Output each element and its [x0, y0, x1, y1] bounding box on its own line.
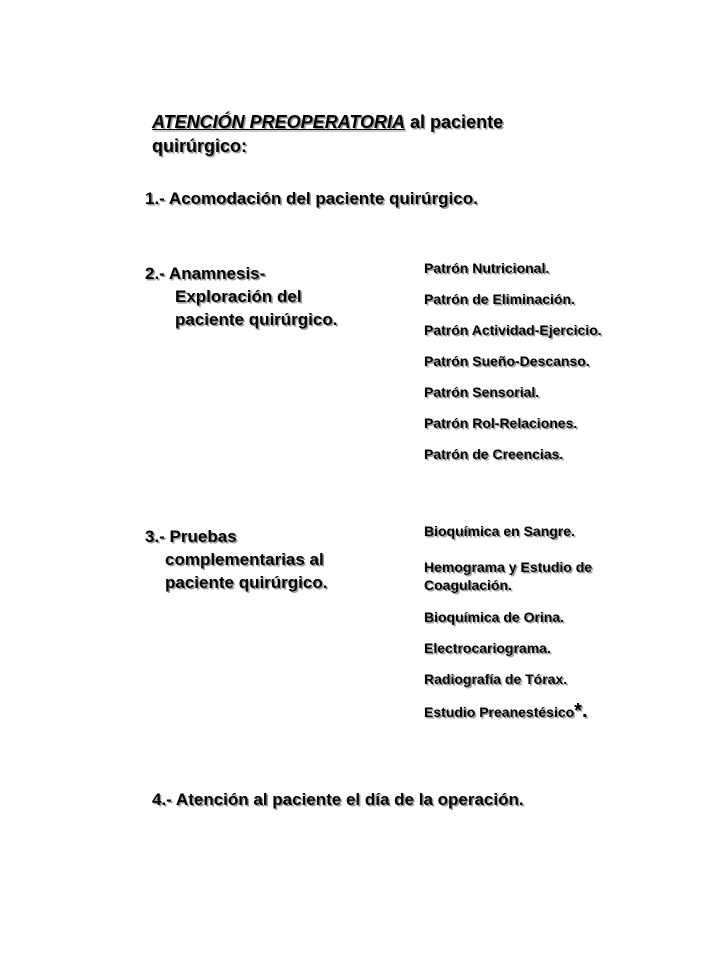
- list-item: Patrón Sensorial.: [424, 384, 540, 400]
- title-emphasis: ATENCIÓN PREOPERATORIA: [152, 112, 406, 132]
- section-3-heading-line1: 3.- Pruebas: [145, 527, 237, 546]
- asterisk-marker: *.: [574, 700, 588, 722]
- list-item: Electrocariograma.: [424, 640, 551, 656]
- list-item: Patrón de Creencias.: [424, 446, 564, 462]
- list-item: Bioquímica en Sangre.: [424, 523, 575, 539]
- list-item: Patrón Rol-Relaciones.: [424, 415, 578, 431]
- section-4-heading: 4.- Atención al paciente el día de la operación.: [152, 790, 524, 809]
- section-1-heading: 1.- Acomodación del paciente quirúrgico.: [145, 189, 478, 208]
- list-item: Bioquímica de Orina.: [424, 609, 565, 625]
- list-item: [424, 700, 588, 722]
- section-3-heading-line2: complementarias al: [165, 550, 324, 569]
- section-2-heading-line2: Exploración del: [175, 287, 302, 306]
- list-item: Coagulación.: [424, 577, 512, 593]
- page-title: [152, 110, 503, 158]
- section-3-heading: [145, 525, 327, 594]
- section-2-heading-line1: 2.- Anamnesis-: [145, 264, 266, 283]
- section-3-heading-line3: paciente quirúrgico.: [165, 573, 328, 592]
- section-2-heading-line3: paciente quirúrgico.: [175, 310, 338, 329]
- list-item: Hemograma y Estudio de: [424, 559, 593, 575]
- list-item: Patrón Sueño-Descanso.: [424, 353, 590, 369]
- list-item: Radiografía de Tórax.: [424, 671, 568, 687]
- list-item-text: Estudio Preanestésico: [424, 704, 575, 720]
- list-item: Patrón de Eliminación.: [424, 291, 575, 307]
- title-rest: al paciente: [405, 112, 504, 132]
- title-line2: quirúrgico:: [152, 136, 247, 156]
- list-item: Patrón Actividad-Ejercicio.: [424, 322, 602, 338]
- section-2-heading: [145, 262, 337, 331]
- list-item: Patrón Nutricional.: [424, 260, 550, 276]
